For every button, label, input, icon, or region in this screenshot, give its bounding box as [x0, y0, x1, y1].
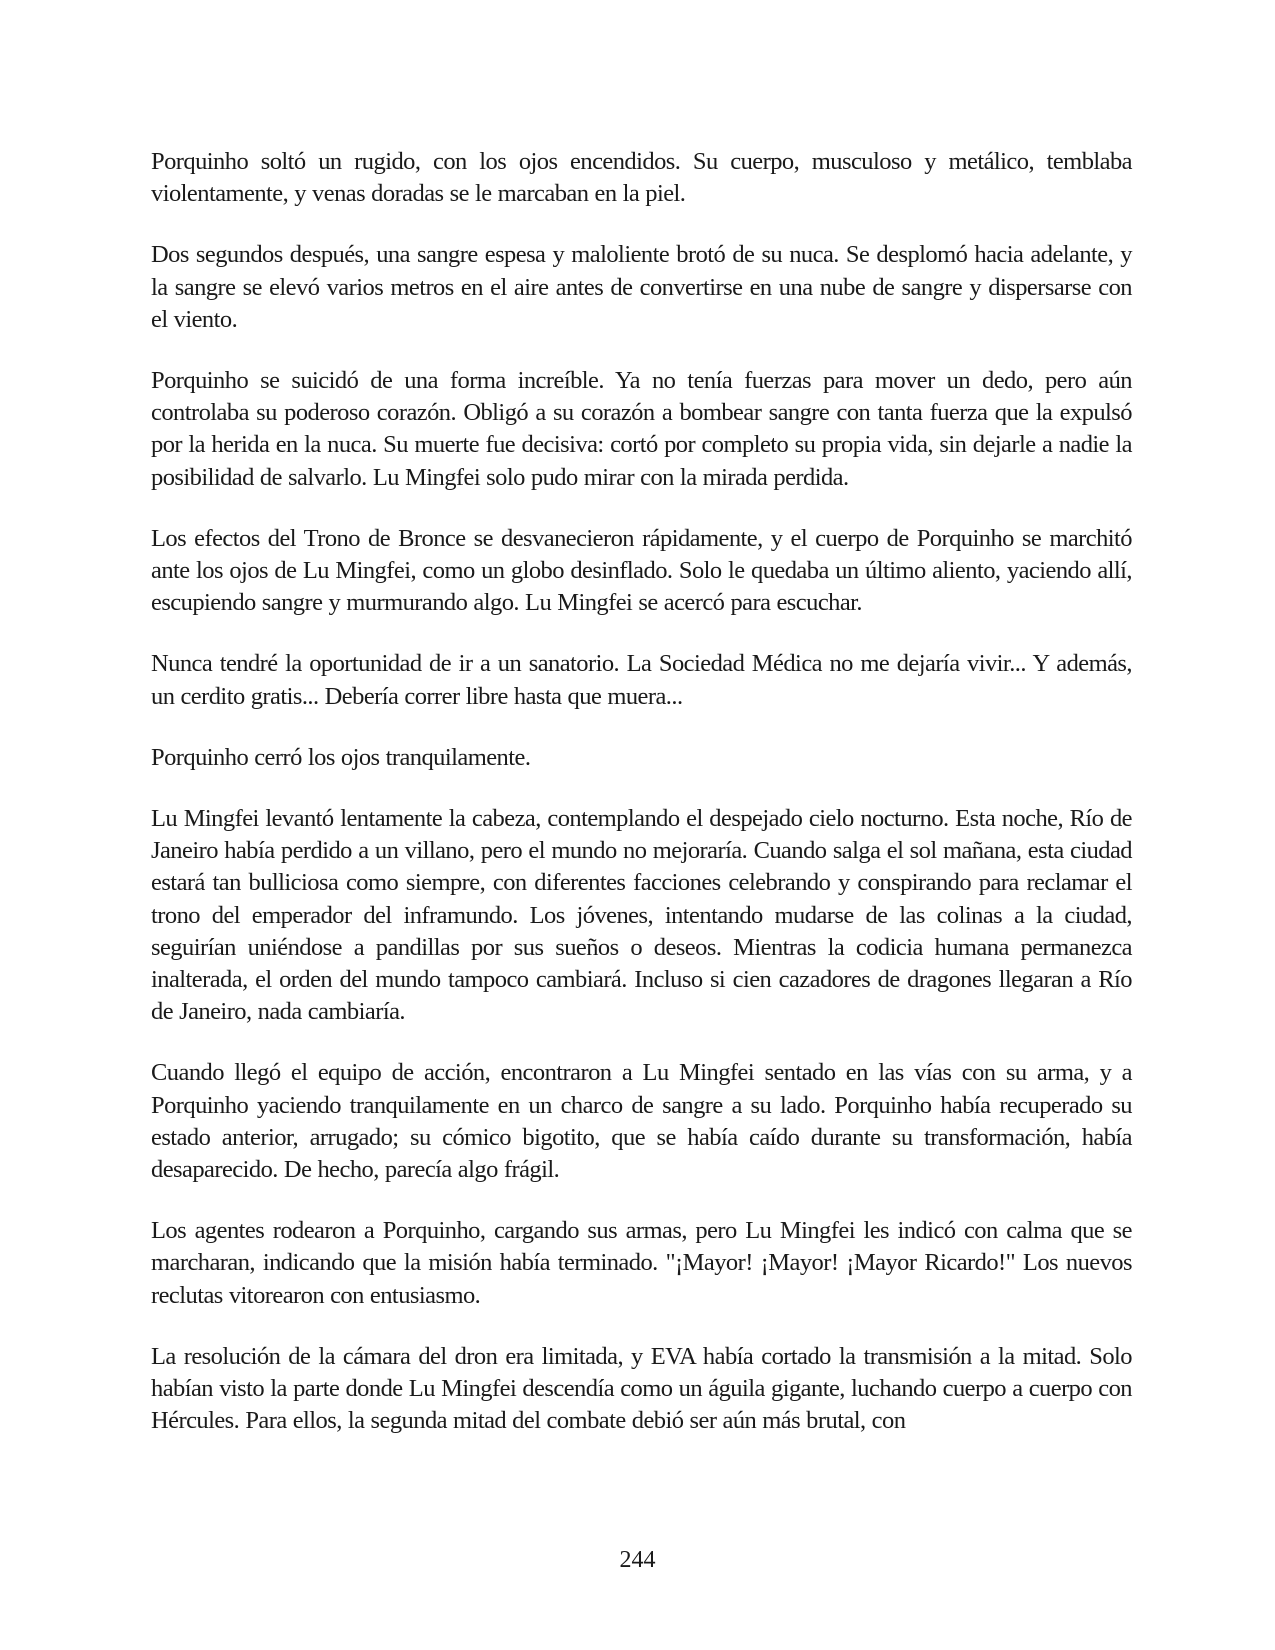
- paragraph: Porquinho soltó un rugido, con los ojos encendidos. Su cuerpo, musculoso y metálico, temblaba violentamente, y venas doradas se le marcaban en la piel.: [151, 148, 1132, 208]
- paragraph: Dos segundos después, una sangre espesa y maloliente brotó de su nuca. Se desplomó hacia adelante, y la sangre se elevó varios metros en el aire antes de convertirse en una nube de sangre y dispersarse con el viento.: [151, 241, 1132, 333]
- paragraph: Cuando llegó el equipo de acción, encontraron a Lu Mingfei sentado en las vías con su arma, y a Porquinho yaciendo tranquilamente en un charco de sangre a su lado. Porquinho había recuperado su estado anterior, arrugado; su cómico bigotito, que se había caído durante su transformación, había desaparecido. De hecho, parecía algo frágil.: [151, 1059, 1132, 1184]
- paragraph: Porquinho cerró los ojos tranquilamente.: [151, 743, 531, 771]
- page-number: 244: [619, 1547, 656, 1573]
- paragraph: Los agentes rodearon a Porquinho, cargando sus armas, pero Lu Mingfei les indicó con calma que se marcharan, indicando que la misión había terminado. "¡Mayor! ¡Mayor! ¡Mayor Ricardo!" Los nuevos reclutas vitorearon con entusiasmo.: [151, 1217, 1132, 1309]
- paragraph: Porquinho se suicidó de una forma increíble. Ya no tenía fuerzas para mover un dedo, pero aún controlaba su poderoso corazón. Obligó a su corazón a bombear sangre con tanta fuerza que la expulsó por la herida en la nuca. Su muerte fue decisiva: cortó por completo su propia vida, sin dejarle a nadie la posibilidad de salvarlo. Lu Mingfei solo pudo mirar con la mirada perdida.: [151, 367, 1132, 491]
- paragraph: Los efectos del Trono de Bronce se desvanecieron rápidamente, y el cuerpo de Porquinho se marchitó ante los ojos de Lu Mingfei, como un globo desinflado. Solo le quedaba un último aliento, yaciendo allí, escupiendo sangre y murmurando algo. Lu Mingfei se acercó para escuchar.: [151, 524, 1132, 617]
- paragraph: Lu Mingfei levantó lentamente la cabeza, contemplando el despejado cielo nocturno. Esta noche, Río de Janeiro había perdido a un villano, pero el mundo no mejoraría. Cuando salga el sol mañana, esta ciudad estará tan bulliciosa como siempre, con diferentes facciones celebrando y conspirando para reclamar el trono del emperador del inframundo. Los jóvenes, intentando mudarse de las colinas a la ciudad, seguirían uniéndose a pandillas por sus sueños o deseos. Mientras la codicia humana permanezca inalterada, el orden del mundo tampoco cambiará. Incluso si cien cazadores de dragones llegaran a Río de Janeiro, nada cambiaría.: [151, 805, 1132, 1026]
- paragraph: Nunca tendré la oportunidad de ir a un sanatorio. La Sociedad Médica no me dejaría vivir... Y además, un cerdito gratis... Debería correr libre hasta que muera...: [151, 650, 1132, 710]
- paragraph: La resolución de la cámara del dron era limitada, y EVA había cortado la transmisión a la mitad. Solo habían visto la parte donde Lu Mingfei descendía como un águila gigante, luchando cuerpo a cuerpo con Hércules. Para ellos, la segunda mitad del combate debió ser aún más brutal, con: [151, 1342, 1132, 1435]
- page-body: [151, 146, 1132, 1467]
